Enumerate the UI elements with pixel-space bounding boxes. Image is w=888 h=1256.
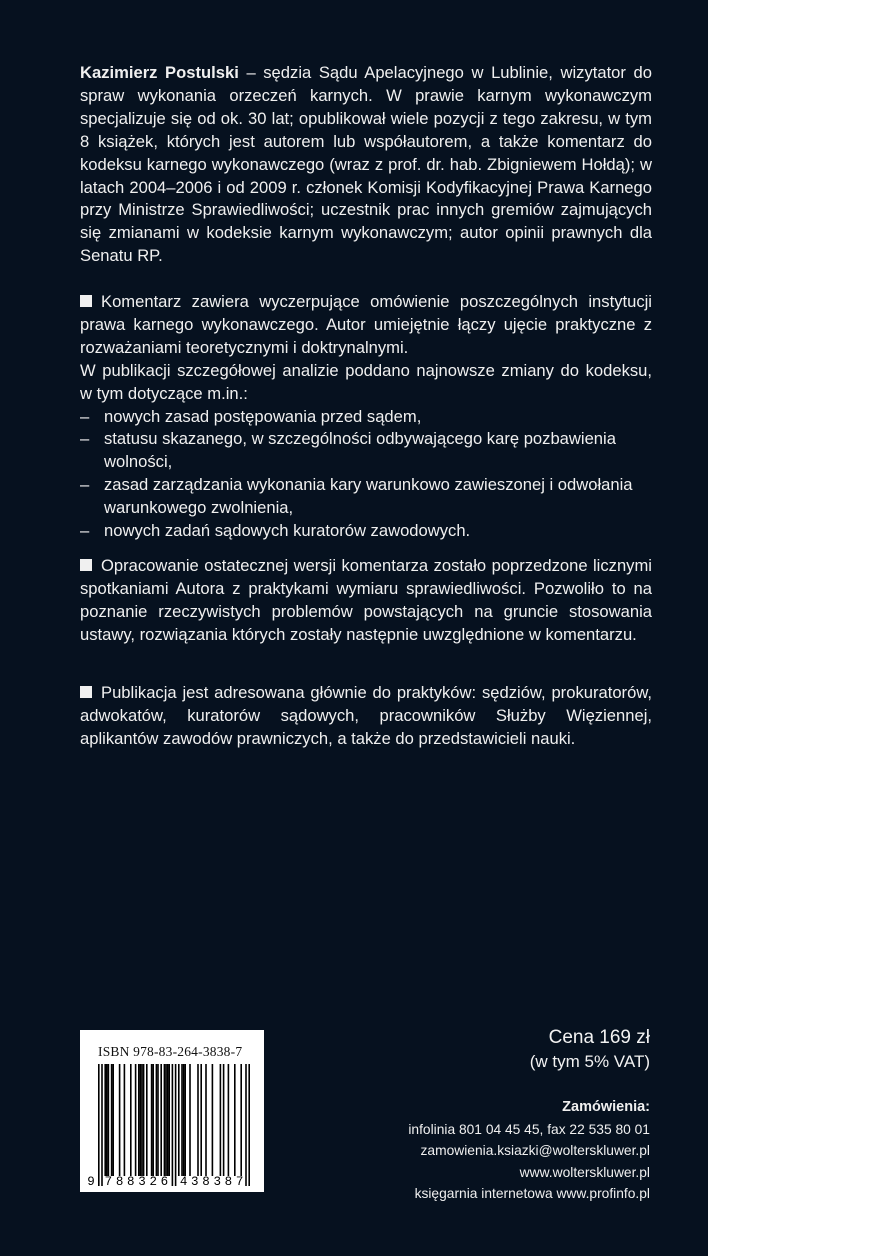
list-item: – statusu skazanego, w szczególności odbywającego karę pozbawienia wolności,	[80, 429, 616, 472]
barcode-bar	[157, 1064, 159, 1176]
price-info	[530, 1026, 650, 1074]
summary-lead: W publikacji szczegółowej analizie poddano najnowsze zmiany do kodeksu, w tym dotyczące m.in.:	[80, 360, 652, 403]
barcode-bar	[234, 1064, 236, 1176]
consultation-paragraph: Opracowanie ostatecznej wersji komentarza zostało poprzedzone licznymi spotkaniami Autora z praktykami wymiaru sprawiedliwości. Pozwoliło to na poznanie rzeczywistych problemów powstających na gruncie stosowania ustawy, rozwiązania których zostały następnie uwzględnione w komentarzu.	[80, 556, 652, 644]
barcode-digit: 7	[104, 1175, 113, 1189]
barcode-graphic	[80, 1030, 264, 1192]
orders-title: Zamówienia:	[562, 1099, 650, 1115]
barcode-digit: 8	[202, 1175, 210, 1189]
barcode-digit: 6	[160, 1175, 169, 1189]
barcode-digit: 3	[138, 1175, 146, 1189]
barcode-digit: 9	[87, 1175, 95, 1189]
barcode-bar	[165, 1064, 167, 1176]
orders-website: www.wolterskluwer.pl	[519, 1164, 650, 1180]
barcode-bar	[124, 1064, 126, 1176]
barcode-bar	[140, 1064, 142, 1176]
barcode-bar	[240, 1064, 242, 1176]
barcode-bar	[143, 1064, 145, 1176]
author-bio	[80, 62, 652, 268]
dash-bullet: –	[80, 406, 90, 426]
author-bio-text: – sędzia Sądu Apelacyjnego w Lublinie, wizytator do spraw wykonania orzeczeń karnych. W prawie karnym wykonawczym specjalizuje się od ok. 30 lat; opublikował wiele pozycji z tego zakresu, w tym 8 książek, których jest autorem lub współautorem, a także komentarz do kodeksu karnego wykonawczego (wraz z prof. dr. hab. Zbigniewem Hołdą); w latach 2004–2006 i od 2009 r. członek Komisji Kodyfikacyjnej Prawa Karnego przy Ministrze Sprawiedliwości; uczestnik prac innych gremiów zajmujących się zmianami w kodeksie karnym wykonawczym; autor opinii prawnych dla Senatu RP.	[80, 63, 652, 266]
dash-bullet: –	[80, 475, 90, 495]
list-item: – nowych zadań sądowych kuratorów zawodowych.	[80, 520, 652, 543]
orders-phone: infolinia 801 04 45 45, fax 22 535 80 01	[408, 1121, 650, 1137]
barcode-digit: 3	[191, 1175, 199, 1189]
barcode-bar	[164, 1064, 166, 1176]
orders-email: zamowienia.ksiazki@wolterskluwer.pl	[420, 1143, 650, 1158]
barcode-bar	[135, 1064, 137, 1176]
barcode-digit: 8	[127, 1175, 135, 1189]
barcode-bar	[101, 1064, 103, 1186]
changes-list	[80, 406, 652, 543]
barcode-bar	[184, 1064, 186, 1176]
square-bullet-icon	[80, 686, 92, 698]
barcode-digit: 8	[224, 1175, 233, 1189]
isbn-barcode	[80, 1030, 264, 1192]
barcode-bar	[228, 1064, 230, 1176]
isbn-label: ISBN 978-83-264-3838-7	[98, 1044, 243, 1059]
book-summary	[80, 291, 652, 543]
dash-bullet: –	[80, 429, 90, 449]
barcode-bar	[138, 1064, 140, 1176]
barcode-bar	[248, 1064, 250, 1186]
barcode-bar	[172, 1064, 174, 1186]
barcode-bar	[119, 1064, 121, 1176]
price: Cena 169 zł	[548, 1027, 650, 1048]
square-bullet-icon	[80, 295, 92, 307]
barcode-bar	[106, 1064, 108, 1176]
barcode-bar	[181, 1064, 183, 1176]
barcode-bar	[156, 1064, 158, 1176]
barcode-bar	[245, 1064, 247, 1186]
vat-note: (w tym 5% VAT)	[529, 1052, 650, 1071]
author-name: Kazimierz Postulski	[80, 63, 239, 82]
barcode-bar	[205, 1064, 207, 1176]
barcode-digit: 2	[149, 1175, 157, 1189]
barcode-bar	[175, 1064, 177, 1186]
barcode-bar	[197, 1064, 199, 1176]
barcode-bar	[168, 1064, 170, 1176]
barcode-bar	[167, 1064, 169, 1176]
barcode-bar	[141, 1064, 143, 1176]
dash-bullet: –	[80, 521, 90, 541]
barcode-bar	[189, 1064, 191, 1176]
barcode-bar	[183, 1064, 185, 1176]
orders-shop: księgarnia internetowa www.profinfo.pl	[414, 1186, 650, 1201]
barcode-bar	[130, 1064, 132, 1176]
barcode-bar	[212, 1064, 214, 1176]
barcode-bar	[151, 1064, 153, 1176]
audience-paragraph: Publikacja jest adresowana głównie do praktyków: sędziów, prokuratorów, adwokatów, kuratorów sądowych, pracowników Służby Więziennej, aplikantów zawodów prawniczych, a także do przedstawicieli nauki.	[80, 683, 652, 748]
summary-intro: Komentarz zawiera wyczerpujące omówienie poszczególnych instytucji prawa karnego wykonawczego. Autor umiejętnie łączy ujęcie praktyczne z rozważaniami teoretycznymi i doktrynalnymi.	[80, 292, 652, 357]
barcode-digit: 8	[115, 1175, 124, 1189]
barcode-bar	[220, 1064, 222, 1176]
barcode-bar	[200, 1064, 202, 1176]
list-item: – nowych zasad postępowania przed sądem,	[80, 406, 652, 429]
barcode-bar	[108, 1064, 110, 1176]
barcode-bar	[223, 1064, 225, 1176]
barcode-bar	[98, 1064, 100, 1186]
barcode-bar	[112, 1064, 114, 1176]
list-item: – zasad zarządzania wykonania kary warunkowo zawieszonej i odwołania warunkowego zwolnienia,	[80, 475, 633, 518]
barcode-digit: 3	[213, 1175, 221, 1189]
square-bullet-icon	[80, 559, 92, 571]
barcode-bar	[178, 1064, 180, 1176]
barcode-bar	[111, 1064, 113, 1176]
barcode-digit: 7	[235, 1175, 244, 1189]
barcode-bar	[152, 1064, 154, 1176]
barcode-bar	[146, 1064, 148, 1176]
barcode-digit: 4	[179, 1175, 188, 1189]
barcode-bar	[104, 1064, 106, 1176]
white-edge-strip	[708, 0, 888, 1256]
barcode-bar	[160, 1064, 162, 1176]
author-bio-paragraph	[80, 62, 652, 268]
orders-info	[408, 1097, 650, 1205]
